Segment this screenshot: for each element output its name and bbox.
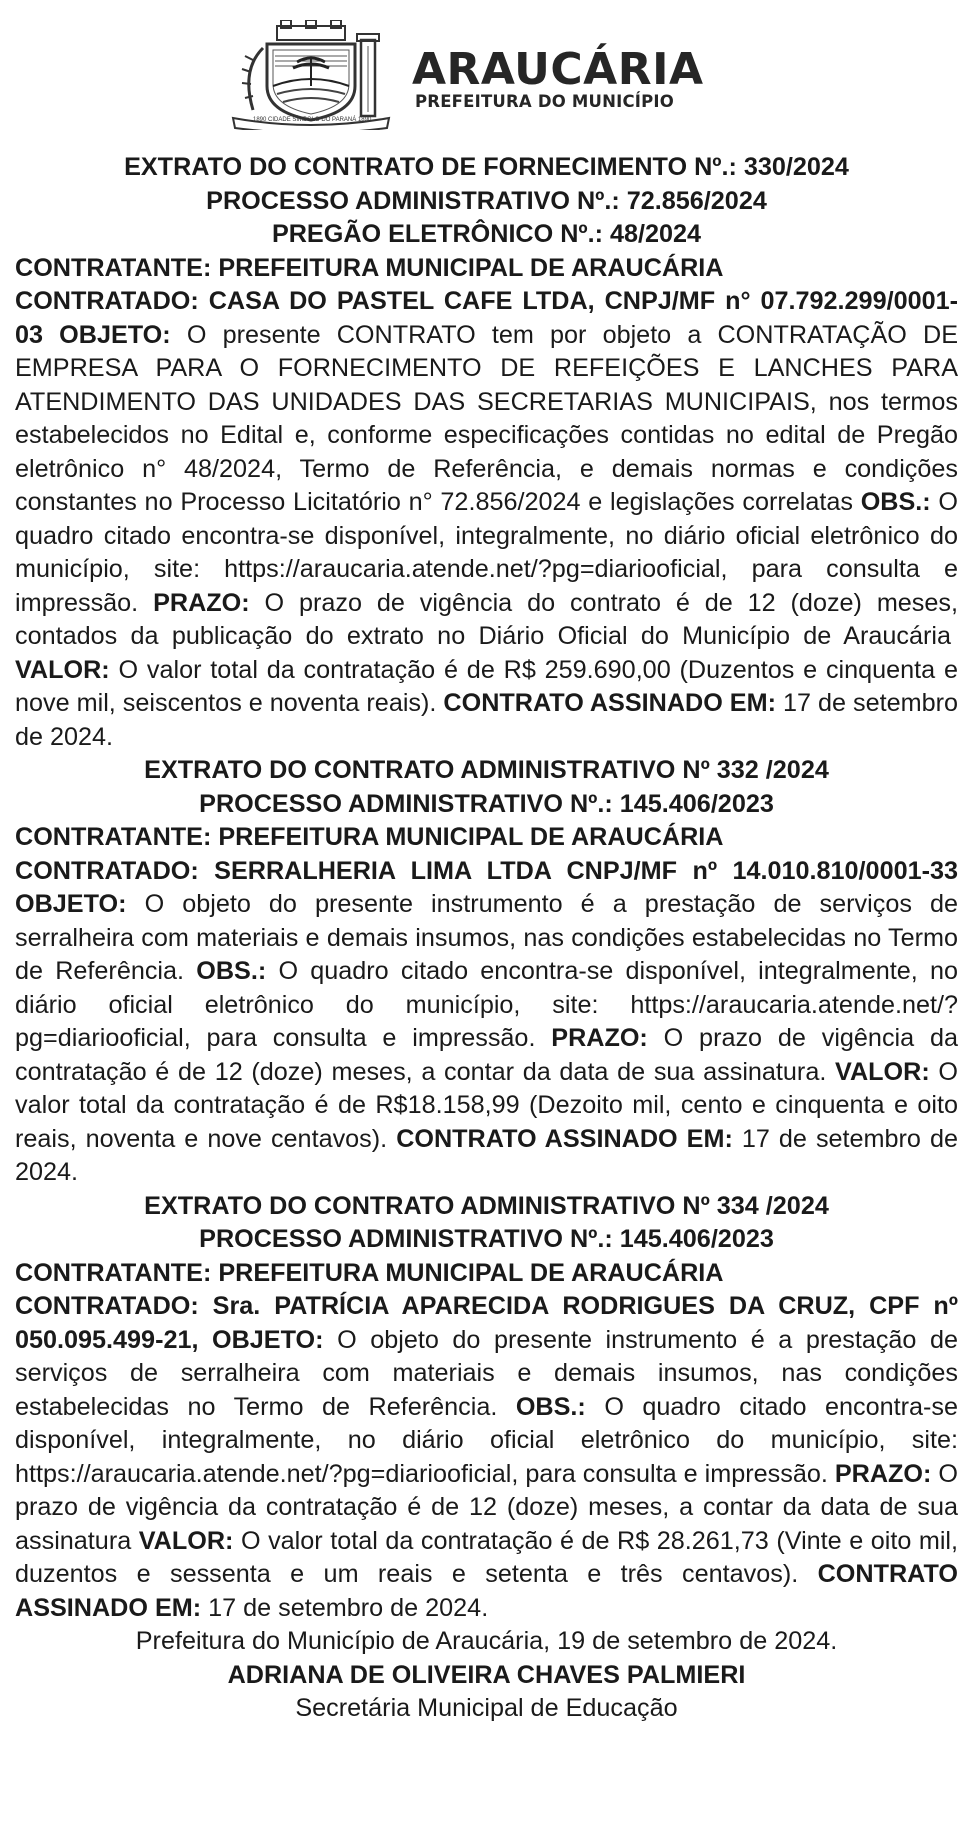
assinado-label: CONTRATO ASSINADO EM: bbox=[396, 1124, 733, 1153]
prazo-text: O prazo de vigência da contratação é de 12 (doze) meses, a contar da data de sua assinatura. bbox=[15, 1024, 958, 1086]
obs-text: O quadro citado encontra-se disponível, integralmente, no diário oficial eletrônico do município, site: https://araucaria.atende.net/?pg=diariooficial, para consulta e impressão. bbox=[15, 1392, 959, 1488]
prazo-label: PRAZO: bbox=[551, 1024, 648, 1052]
signer-name: ADRIANA DE OLIVEIRA CHAVES PALMIERI bbox=[227, 1660, 746, 1689]
contract-330 bbox=[15, 151, 958, 754]
objeto-text: O objeto do presente instrumento é a prestação de serviços de serralheira com materiais e demais insumos, nas condições estabelecidas no Termo de Referência. bbox=[15, 890, 958, 985]
process-number: PROCESSO ADMINISTRATIVO Nº.: 145.406/2023 bbox=[199, 789, 774, 818]
contratado-label: CONTRATADO: CASA DO PASTEL CAFE LTDA, CNPJ/MF n° 07.792.299/0001-03 OBJETO: bbox=[15, 287, 958, 349]
signer-role: Secretária Municipal de Educação bbox=[295, 1694, 678, 1722]
process-number: PROCESSO ADMINISTRATIVO Nº.: 145.406/2023 bbox=[199, 1225, 774, 1253]
contract-paragraph bbox=[15, 285, 958, 754]
assinado-label: CONTRATO ASSINADO EM: bbox=[15, 1560, 958, 1622]
obs-text: O quadro citado encontra-se disponível, integralmente, no diário oficial eletrônico do município, site: https://araucaria.atende.net/?pg=diariooficial, para consulta e impressão. bbox=[15, 488, 958, 617]
obs-label: OBS.: bbox=[515, 1392, 586, 1421]
pregao-number: PREGÃO ELETRÔNICO Nº.: 48/2024 bbox=[271, 220, 702, 248]
obs-label: OBS.: bbox=[860, 488, 931, 516]
assinado-date: 17 de setembro de 2024. bbox=[208, 1593, 489, 1622]
objeto-text: O objeto do presente instrumento é a prestação de serviços de serralheira com materiais e demais insumos, nas condições estabelecidas no Termo de Referência. bbox=[15, 1325, 959, 1421]
coat-of-arms-icon bbox=[227, 20, 395, 130]
valor-text: O valor total da contratação é de R$18.158,99 (Dezoito mil, cento e cinquenta e oito reais, noventa e nove centavos). bbox=[15, 1057, 958, 1153]
page-header bbox=[0, 14, 973, 132]
crest-year-left: 1890 bbox=[253, 117, 267, 123]
valor-text: O valor total da contratação é de R$ 259.690,00 (Duzentos e cinquenta e nove mil, seiscentos e noventa reais). bbox=[15, 655, 958, 717]
prazo-label: PRAZO: bbox=[834, 1459, 932, 1488]
contract-332 bbox=[15, 754, 958, 1190]
crest-ribbon-text bbox=[253, 117, 372, 123]
contratante: CONTRATANTE: PREFEITURA MUNICIPAL DE ARAUCÁRIA bbox=[15, 253, 724, 282]
brand bbox=[412, 44, 704, 111]
valor-label: VALOR: bbox=[15, 655, 110, 684]
contratante: CONTRATANTE: PREFEITURA MUNICIPAL DE ARAUCÁRIA bbox=[15, 1258, 724, 1287]
valor-label: VALOR: bbox=[835, 1057, 930, 1086]
assinado-label: CONTRATO ASSINADO EM: bbox=[443, 689, 776, 717]
obs-label: OBS.: bbox=[196, 957, 267, 985]
objeto-text: O presente CONTRATO tem por objeto a CONTRATAÇÃO DE EMPRESA PARA O FORNECIMENTO DE REFEIÇÕES E LANCHES PARA ATENDIMENTO DAS UNIDADES DAS SECRETARIAS MUNICIPAIS, nos termos estabelecidos no Edital e, conforme especificações contidas no edital de Pregão eletrônico n° 48/2024, Termo de Referência, e demais normas e condições constantes no Processo Licitatório n° 72.856/2024 e legislações correlatas bbox=[15, 320, 959, 516]
contract-title: EXTRATO DO CONTRATO ADMINISTRATIVO Nº 334 /2024 bbox=[144, 1191, 829, 1220]
contract-334 bbox=[15, 1190, 958, 1626]
obs-text: O quadro citado encontra-se disponível, integralmente, no diário oficial eletrônico do município, site: https://araucaria.atende.net/?pg=diariooficial, para consulta e impressão. bbox=[15, 957, 958, 1052]
document-body bbox=[15, 151, 958, 1726]
contract-title: EXTRATO DO CONTRATO DE FORNECIMENTO Nº.: 330/2024 bbox=[124, 153, 849, 181]
assinado-date: 17 de setembro de 2024. bbox=[15, 689, 959, 751]
contratado-label: CONTRATADO: SERRALHERIA LIMA LTDA CNPJ/MF nº 14.010.810/0001-33 OBJETO: bbox=[15, 856, 958, 918]
prazo-label: PRAZO: bbox=[153, 588, 250, 617]
valor-label: VALOR: bbox=[138, 1526, 234, 1555]
signature-block bbox=[15, 1625, 958, 1726]
process-number: PROCESSO ADMINISTRATIVO Nº.: 72.856/2024 bbox=[206, 186, 767, 215]
contratado-label: CONTRATADO: Sra. PATRÍCIA APARECIDA RODRIGUES DA CRUZ, CPF nº 050.095.499-21, OBJETO: bbox=[15, 1292, 958, 1354]
valor-text: O valor total da contratação é de R$ 28.261,73 (Vinte e oito mil, duzentos e sessenta e um reais e setenta e três centavos). bbox=[15, 1526, 959, 1588]
assinado-date: 17 de setembro de 2024. bbox=[15, 1124, 958, 1186]
brand-subtitle: PREFEITURA DO MUNICÍPIO bbox=[415, 92, 674, 111]
contract-paragraph bbox=[15, 1290, 958, 1625]
contract-title: EXTRATO DO CONTRATO ADMINISTRATIVO Nº 332 /2024 bbox=[144, 756, 829, 784]
brand-name: ARAUCÁRIA bbox=[412, 44, 704, 95]
place-date: Prefeitura do Município de Araucária, 19 de setembro de 2024. bbox=[135, 1627, 838, 1655]
crest-motto: CIDADE SÍMBOLO DO PARANÁ bbox=[268, 117, 357, 123]
crest-year-right: 1890 bbox=[357, 117, 372, 123]
contract-paragraph bbox=[15, 855, 958, 1190]
prazo-text: O prazo de vigência da contratação é de 12 (doze) meses, a contar da data de sua assinatura bbox=[15, 1459, 959, 1555]
contratante: CONTRATANTE: PREFEITURA MUNICIPAL DE ARAUCÁRIA bbox=[15, 823, 724, 851]
prazo-text: O prazo de vigência do contrato é de 12 (doze) meses, contados da publicação do extrato no Diário Oficial do Município de Araucária bbox=[15, 588, 959, 650]
